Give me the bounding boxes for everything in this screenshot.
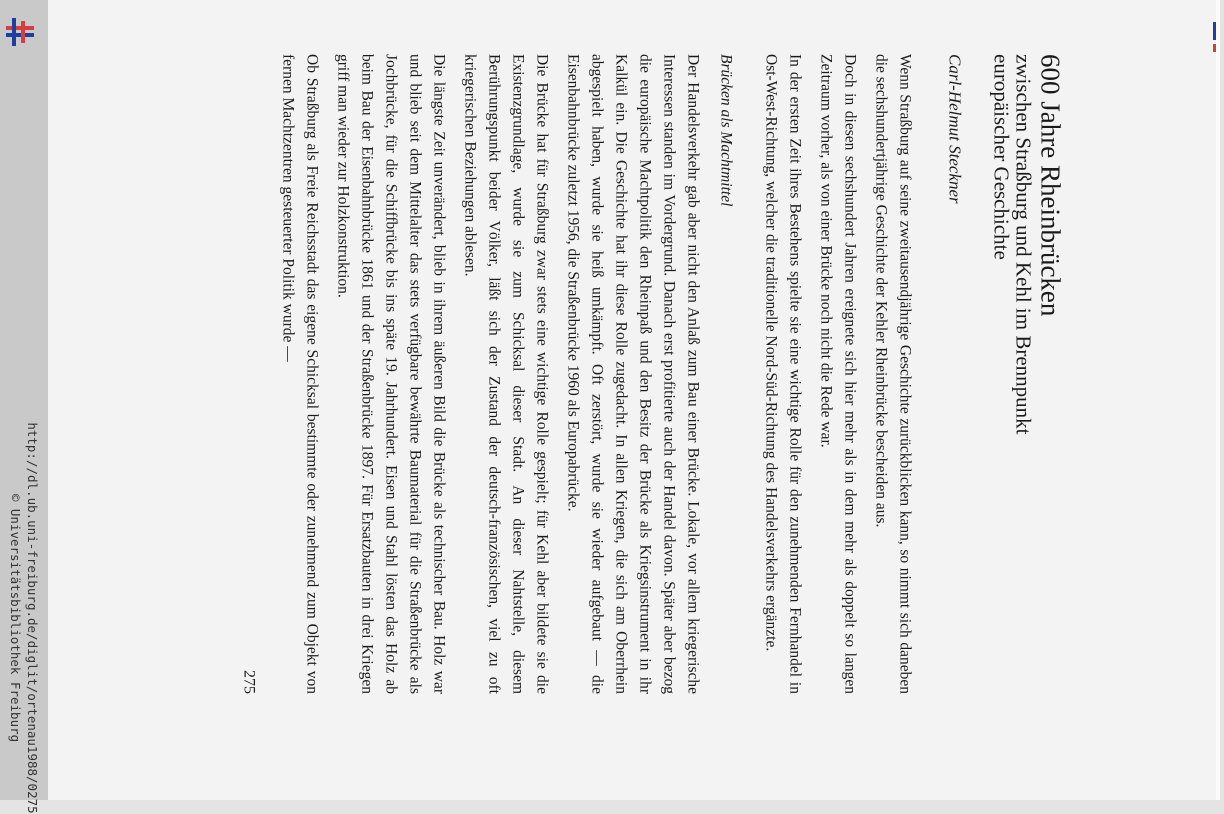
viewer-sidebar [0, 0, 48, 814]
page-edge [1216, 0, 1220, 800]
citation-url[interactable]: http://dl.ub.uni-freiburg.de/diglit/ortenau1988/0275 [25, 422, 40, 814]
paragraph: Ob Straßburg als Freie Reichsstadt das eigene Schicksal bestimmte oder zunehmend zum Objekt von fernen Machtzentren gesteuerter Politik wurde — [279, 54, 321, 694]
paragraph: Der Handelsverkehr gab aber nicht den Anlaß zum Bau einer Brücke. Lokale, vor allem kriegerische Interessen standen im Vordergrund. Danach erst profitierte auch der Handel davon. Später aber bezog die europäische Machtpolitik den Rheinpaß und den Besitz der Brücke als Kriegsinstrument in ihr Kalkül ein. Die Geschichte hat ihr diese Rolle zugedacht. In allen Kriegen, die sich am Oberrhein abgespielt haben, wurde sie heiß umkämpft. Oft zerstört, wurde sie wieder aufgebaut — die Eisenbahnbrücke zuletzt 1956, die Straßenbrücke 1960 als Europabrücke. [564, 54, 702, 694]
paragraph: Die Brücke hat für Straßburg zwar stets eine wichtige Rolle gespielt; für Kehl aber bildete sie die Existenzgrundlage, wurde sie zum Schicksal dieser Stadt. An dieser Nahtstelle, diesem Berührungspunkt beider Völker, läßt sich der Zustand der deutsch-französischen, viel zu oft kriegerischen Beziehungen ablesen. [461, 54, 551, 694]
edge-mark [1213, 44, 1216, 52]
citation [7, 422, 41, 813]
page-number: 275 [240, 670, 258, 694]
article-title: 600 Jahre Rheinbrücken [1035, 54, 1066, 317]
ub-freiburg-logo-icon[interactable] [0, 12, 40, 52]
citation-copyright: © Universitätsbibliothek Freiburg [8, 493, 23, 743]
article-subtitle-line1: zwischen Straßburg und Kehl im Brennpunkt [1011, 54, 1036, 435]
article-author: Carl-Helmut Steckner [945, 54, 965, 204]
paragraph: Doch in diesen sechshundert Jahren ereignete sich hier mehr als in dem mehr als doppelt so langen Zeitraum vorher, als von einer Brücke noch nicht die Rede war. [817, 54, 859, 694]
edge-mark [1213, 22, 1216, 40]
section-heading: Brücken als Machtmittel [717, 54, 735, 207]
paragraph: Wenn Straßburg auf seine zweitausendjährige Geschichte zurückblicken kann, so nimmt sich daneben die sechshundertjährige Geschichte der Kehler Rheinbrücke bescheiden aus. [872, 54, 914, 694]
paragraph: In der ersten Zeit ihres Bestehens spielte sie eine wichtige Rolle für den zunehmenden Fernhandel in Ost-West-Richtung, welcher die traditionelle Nord-Süd-Richtung des Handelsverkehrs ergänzte. [762, 54, 804, 694]
article-subtitle-line2: europäischer Geschichte [989, 54, 1014, 260]
paragraph: Die längste Zeit unverändert, blieb in ihrem äußeren Bild die Brücke als technischer Bau. Holz war und blieb seit dem Mittelalter das stets verfügbare bewährte Baumaterial für die Straßenbrücke als Jochbrücke, für die Schiffbrücke bis ins späte 19. Jahrhundert. Eisen und Stahl lösten das Holz ab beim Bau der Eisenbahnbrücke 1861 und der Straßenbrücke 1897. Für Ersatzbauten in drei Kriegen griff man wieder zur Holzkonstruktion. [334, 54, 448, 694]
article-page [240, 54, 1065, 694]
